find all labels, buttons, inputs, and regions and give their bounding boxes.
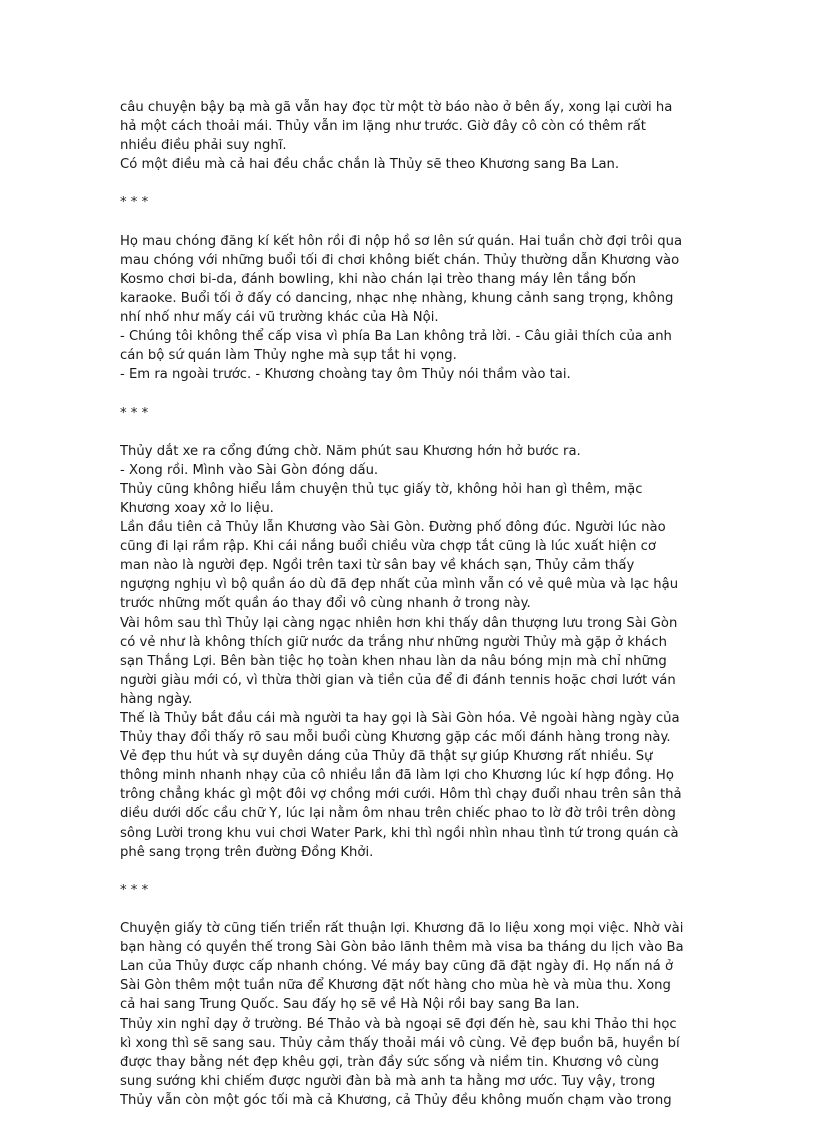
text-line: sông Lười trong khu vui chơi Water Park, khi thì ngồi nhìn nhau tình tứ trong quán cà — [120, 825, 679, 841]
text-line: man nào là người đẹp. Ngồi trên taxi từ sân bay về khách sạn, Thủy cảm thấy — [120, 558, 635, 574]
section-separator — [120, 404, 720, 423]
text-line: kì xong thì sẽ sang sau. Thủy cảm thấy thoải mái vô cùng. Vẻ đẹp buồn bã, huyền bí — [120, 1035, 680, 1051]
blank-line — [120, 213, 720, 232]
text-line: Sài Gòn thêm một tuần nữa để Khương đặt nốt hàng cho mùa hè và mùa thu. Xong — [120, 978, 671, 994]
text-line: mau chóng với những buổi tối đi chơi không biết chán. Thủy thường dẫn Khương vào — [120, 252, 680, 268]
text-line: * * * — [120, 882, 149, 898]
text-line: * * * — [120, 405, 149, 421]
text-line: - Em ra ngoài trước. - Khương choàng tay ôm Thủy nói thầm vào tai. — [120, 367, 571, 383]
text-line: ngượng nghịu vì bộ quần áo dù đã đẹp nhất của mình vẫn có vẻ quê mùa và lạc hậu — [120, 577, 679, 593]
text-line: nhiều điều phải suy nghĩ. — [120, 138, 287, 154]
document-page — [120, 98, 720, 1110]
text-line: Thủy xin nghỉ dạy ở trường. Bé Thảo và bà ngoại sẽ đợi đến hè, sau khi Thảo thi học — [120, 1016, 677, 1032]
text-line: cũng đi lại rầm rập. Khi cái nắng buổi chiều vừa chợp tắt cũng là lúc xuất hiện cơ — [120, 539, 656, 555]
text-line: người giàu mới có, vì thừa thời gian và tiền của để đi đánh tennis hoặc chơi lướt ván — [120, 672, 676, 688]
text-line: trước những mốt quần áo thay đổi vô cùng nhanh ở trong này. — [120, 596, 531, 612]
paragraph — [120, 98, 720, 174]
text-line: diều dưới dốc cầu chữ Y, lúc lại nằm ôm nhau trên chiếc phao to lờ đờ trôi trên dòng — [120, 806, 676, 822]
text-line: cả hai sang Trung Quốc. Sau đấy họ sẽ về Hà Nội rồi bay sang Ba lan. — [120, 997, 580, 1013]
text-line: Vẻ đẹp thu hút và sự duyên dáng của Thủy đã thật sự giúp Khương rất nhiều. Sự — [120, 749, 653, 765]
text-line: Thủy thay đổi thấy rõ sau mỗi buổi cùng Khương gặp các mối đánh hàng trong này. — [120, 730, 671, 746]
text-line: Có một điều mà cả hai đều chắc chắn là Thủy sẽ theo Khương sang Ba Lan. — [120, 157, 620, 173]
text-line: Khương xoay xở lo liệu. — [120, 500, 274, 516]
text-line: Thế là Thủy bắt đầu cái mà người ta hay gọi là Sài Gòn hóa. Vẻ ngoài hàng ngày của — [120, 711, 680, 726]
text-line: - Chúng tôi không thể cấp visa vì phía Ba Lan không trả lời. - Câu giải thích của anh — [120, 329, 672, 345]
text-line: Lan của Thủy được cấp nhanh chóng. Vé máy bay cũng đã đặt ngày đi. Họ nấn ná ở — [120, 959, 674, 975]
text-line: thông minh nhanh nhạy của cô nhiều lần đã làm lợi cho Khương lúc kí hợp đồng. Họ — [120, 768, 674, 784]
paragraph — [120, 442, 720, 862]
text-line: cán bộ sứ quán làm Thủy nghe mà sụp tắt hi vọng. — [120, 348, 457, 364]
text-line: được thay bằng nét đẹp khêu gợi, tràn đầy sức sống và niềm tin. Khương vô cùng — [120, 1054, 660, 1070]
text-line: phê sang trọng trên đường Đồng Khởi. — [120, 844, 374, 860]
text-line: * * * — [120, 195, 149, 211]
paragraph — [120, 919, 720, 1110]
text-line: Họ mau chóng đăng kí kết hôn rồi đi nộp hồ sơ lên sứ quán. Hai tuần chờ đợi trôi qua — [120, 233, 683, 249]
text-line: câu chuyện bậy bạ mà gã vẫn hay đọc từ một tờ báo nào ở bên ấy, xong lại cười ha — [120, 100, 673, 115]
text-line: Chuyện giấy tờ cũng tiến triển rất thuận lợi. Khương đã lo liệu xong mọi việc. Nhờ vài — [120, 921, 684, 937]
text-line: Lần đầu tiên cả Thủy lẫn Khương vào Sài Gòn. Đường phố đông đúc. Người lúc nào — [120, 520, 666, 536]
text-line: có vẻ như là không thích giữ nước da trắng như những người Thủy mà gặp ở khách — [120, 634, 667, 650]
text-line: sung sướng khi chiếm được người đàn bà mà anh ta hằng mơ ước. Tuy vậy, trong — [120, 1073, 656, 1089]
blank-line — [120, 862, 720, 881]
text-line: sạn Thắng Lợi. Bên bàn tiệc họ toàn khen nhau làn da nâu bóng mịn mà chỉ những — [120, 653, 667, 669]
text-line: - Xong rồi. Mình vào Sài Gòn đóng dấu. — [120, 462, 379, 478]
blank-line — [120, 900, 720, 919]
text-line: Thủy vẫn còn một góc tối mà cả Khương, cả Thủy đều không muốn chạm vào trong — [120, 1092, 672, 1108]
section-separator — [120, 193, 720, 212]
text-line: karaoke. Buổi tối ở đấy có dancing, nhạc nhẹ nhàng, khung cảnh sang trọng, không — [120, 290, 674, 306]
text-line: Kosmo chơi bi-da, đánh bowling, khi nào chán lại trèo thang máy lên tầng bốn — [120, 271, 637, 287]
text-line: hàng ngày. — [120, 691, 193, 707]
text-line: trông chẳng khác gì một đôi vợ chồng mới cưới. Hôm thì chạy đuổi nhau trên sân thả — [120, 787, 682, 803]
text-line: bạn hàng có quyền thế trong Sài Gòn bảo lãnh thêm mà visa ba tháng du lịch vào Ba — [120, 940, 684, 956]
text-line: nhí nhố như mấy cái vũ trường khác của Hà Nội. — [120, 310, 439, 326]
blank-line — [120, 423, 720, 442]
paragraph — [120, 232, 720, 385]
blank-line — [120, 384, 720, 403]
text-line: Thủy cũng không hiểu lắm chuyện thủ tục giấy tờ, không hỏi han gì thêm, mặc — [120, 481, 643, 497]
text-line: hả một cách thoải mái. Thủy vẫn im lặng như trước. Giờ đây cô còn có thêm rất — [120, 119, 646, 135]
text-line: Vài hôm sau thì Thủy lại càng ngạc nhiên hơn khi thấy dân thượng lưu trong Sài Gòn — [120, 615, 678, 631]
section-separator — [120, 881, 720, 900]
blank-line — [120, 174, 720, 193]
text-line: Thủy dắt xe ra cổng đứng chờ. Năm phút sau Khương hớn hở bước ra. — [120, 443, 581, 459]
